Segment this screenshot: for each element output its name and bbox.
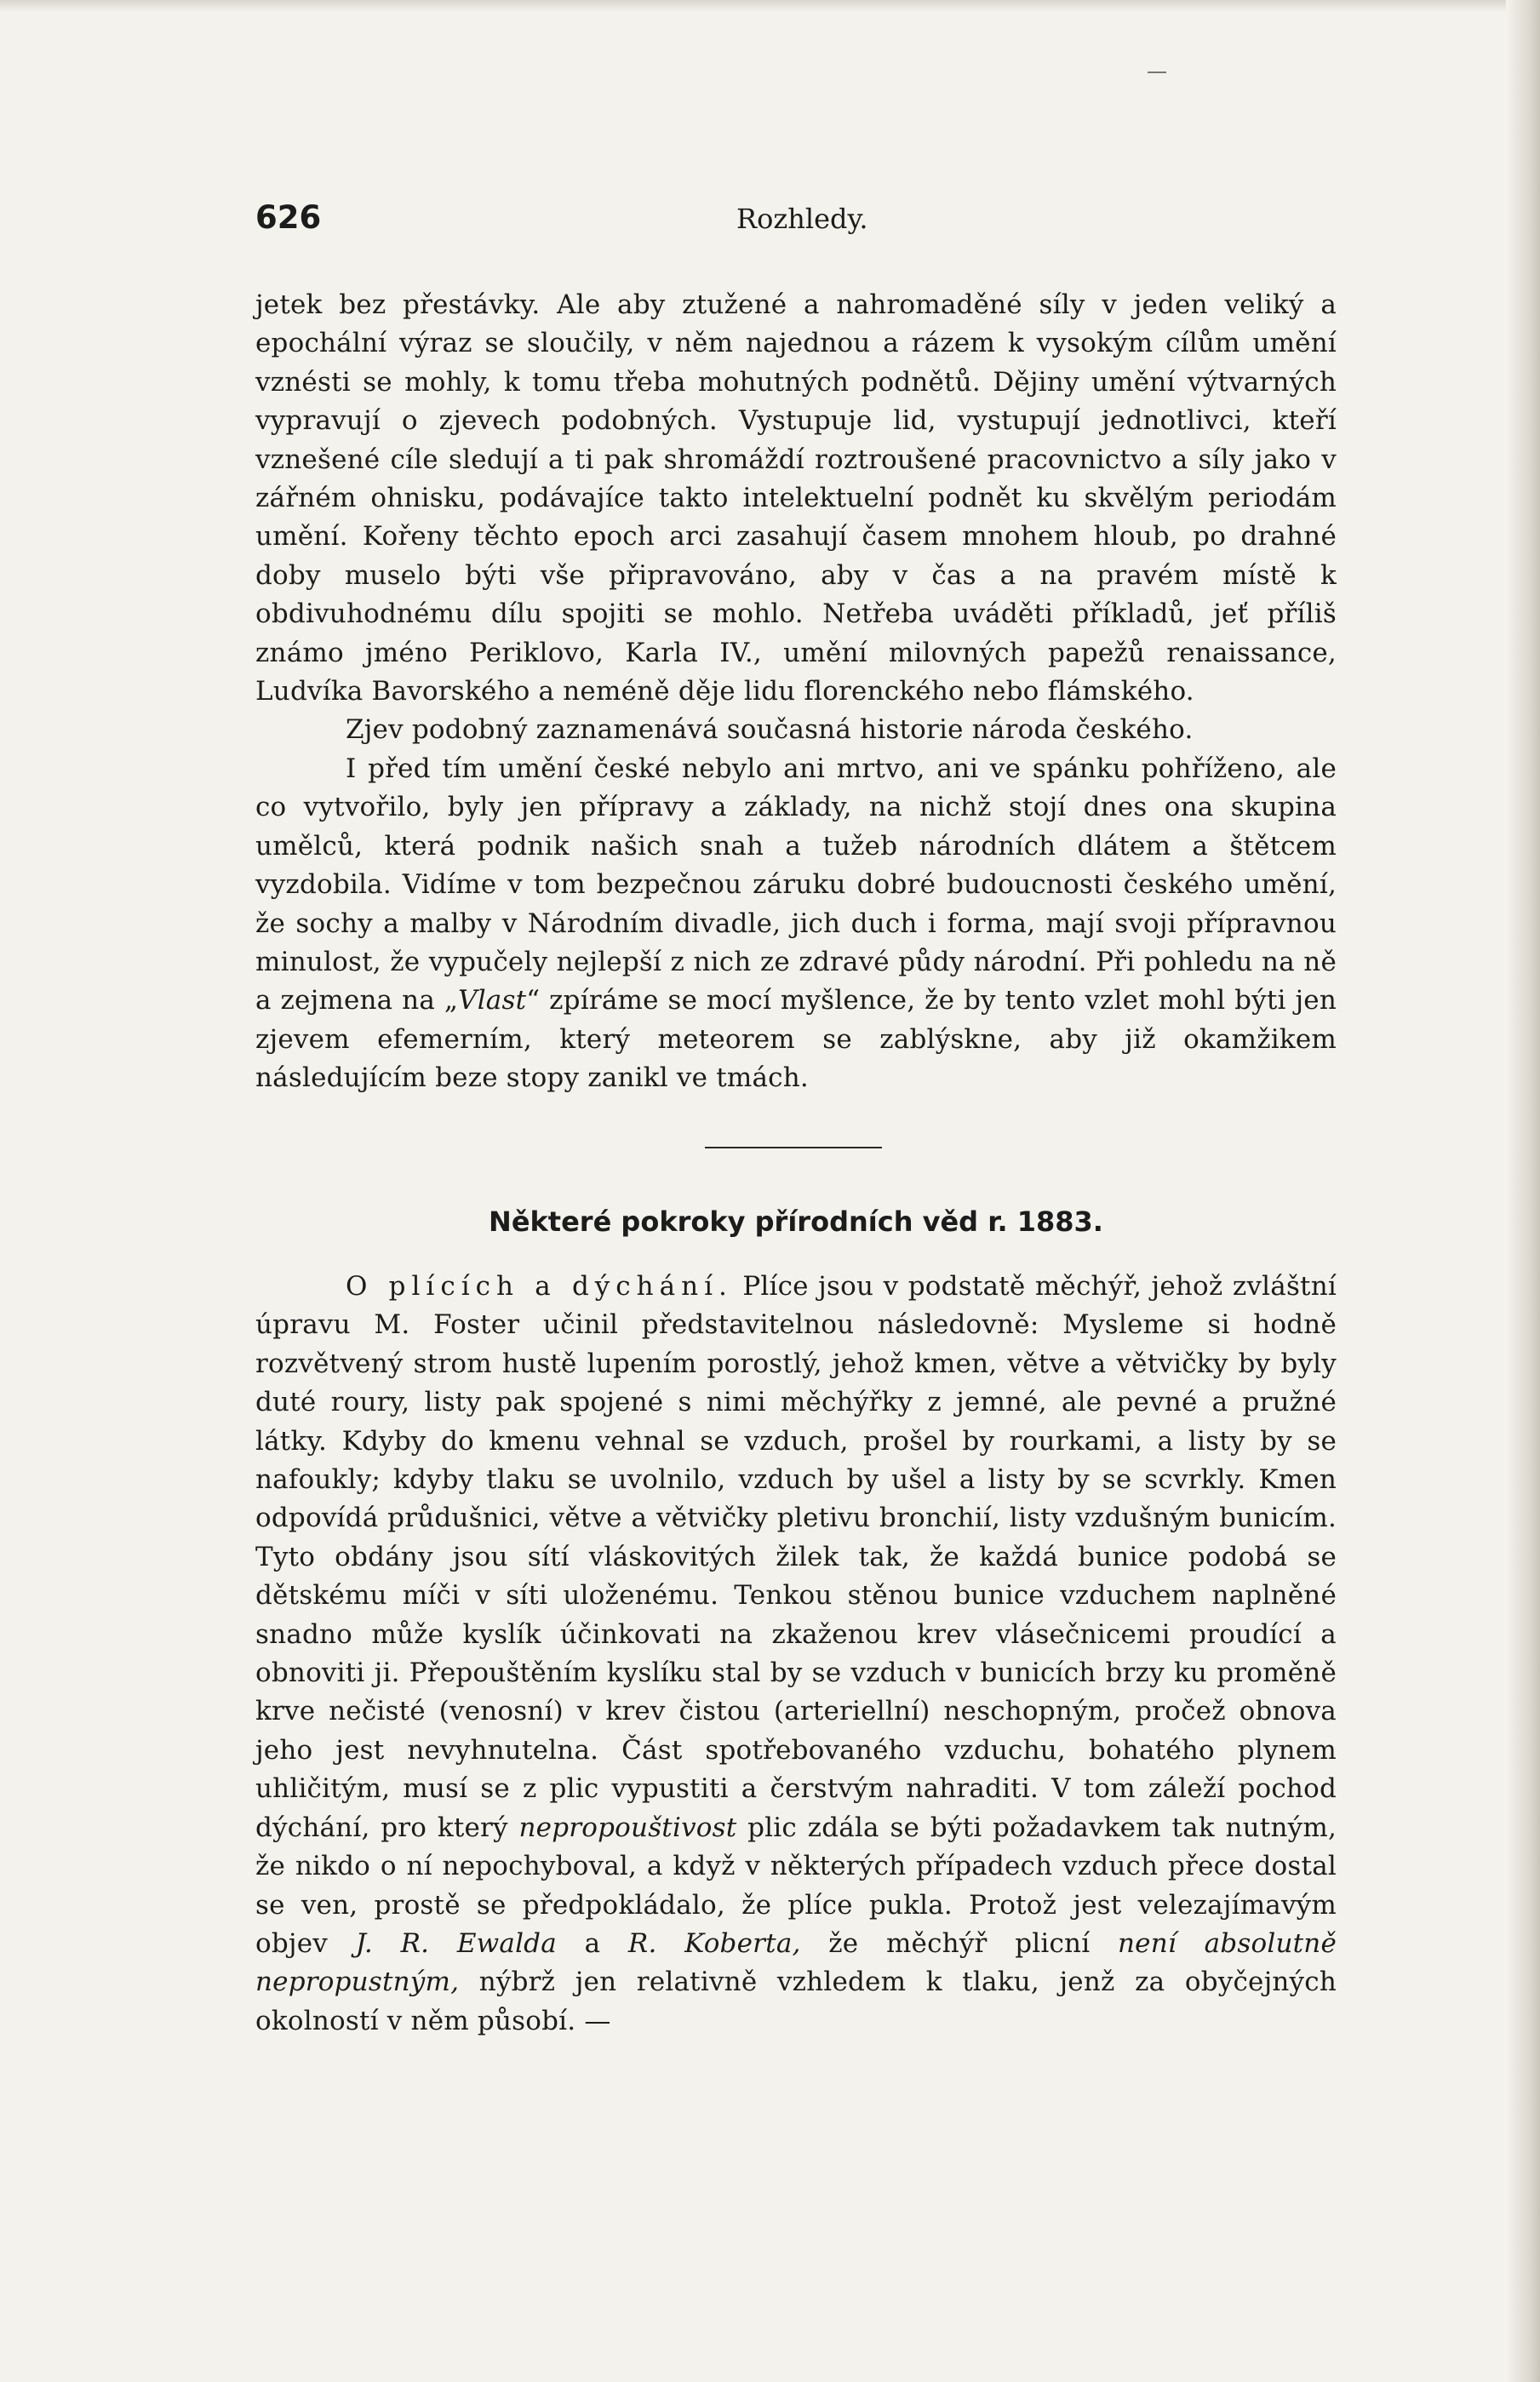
paragraph-text: Plíce jsou v podstatě měchýř, jehož zvláštní úpravu M. Foster učinil představitelnou následovně: Mysleme si hodně rozvětvený strom hustě lupením porostlý, jehož kmen, větve a větvičky by byly duté roury, listy pak spojené s nimi měchýřky z jemné, ale pevné a pružné látky. Kdyby do kmenu vehnal se vzduch, prošel by rourkami, a listy by se nafoukly; kdyby tlaku se uvolnilo, vzduch by ušel a listy by se scvrkly. Kmen odpovídá průdušnici, větve a větvičky pletivu bronchií, listy vzdušným bunicím. Tyto obdány jsou sítí vláskovitých žilek tak, že každá bunice podobá se dětskému míči v síti uloženému. Tenkou stěnou bunice vzduchem naplněné snadno může kyslík účinkovati na zkaženou krev vlásečnicemi proudící a obnoviti ji. Přepouštěním kyslíku stal by se vzduch v bunicích brzy ku proměně krve nečisté (venosní) v krev čistou (arteriellní) neschopným, pročež obnova jeho jest nevyhnutelna. Část spotřebovaného vzduchu, bohatého plynem uhličitým, musí se z plic vypustiti a čerstvým nahraditi. V tom záleží pochod dýchání, pro který — [255, 1271, 1337, 1843]
paragraph-text: zpíráme se mocí myšlence, že by tento vzlet mohl býti jen zjevem efemerním, který meteorem se zablýskne, aby již okamžikem následujícím beze stopy zanikl ve tmách. — [255, 985, 1337, 1094]
paragraph — [255, 1268, 1337, 2041]
emphasis: J. R. Ewalda — [355, 1927, 557, 1959]
paragraph-text: I před tím umění české nebylo ani mrtvo, ani ve spánku pohříženo, ale co vytvořilo, byly jen přípravy a základy, na nichž stojí dnes ona skupina umělců, která podnik našich snah a tužeb národních dlátem a štětcem vyzdobila. Vidíme v tom bezpečnou záruku dobré budoucnosti českého umění, že sochy a malby v Národním divadle, jich duch i forma, mají svoji přípravnou minulost, že vypučely nejlepší z nich ze zdravé půdy národní. Při pohledu na ně a zejmena na — [255, 753, 1337, 1016]
section-divider — [705, 1147, 882, 1148]
page-number: 626 — [255, 199, 322, 236]
paragraph-text: nýbrž jen relativně vzhledem k tlaku, jenž za obyčejných okolností v něm působí. — — [255, 1967, 1337, 2036]
paragraph: Zjev podobný zaznamenává současná historie národa českého. — [346, 714, 1194, 746]
paragraph-text: že měchýř plicní — [800, 1927, 1118, 1959]
scan-mark — [1148, 72, 1166, 73]
paragraph — [255, 750, 1337, 1098]
emphasis-vlast: Vlast — [458, 985, 527, 1016]
paragraph-text: a — [556, 1927, 628, 1959]
quote-open: „ — [444, 985, 459, 1016]
lead-in: O plících a dýchání. — [346, 1271, 733, 1302]
emphasis: není absolutně nepropustným, — [255, 1927, 1337, 1998]
section-body — [255, 1268, 1337, 2041]
article-body — [255, 286, 1337, 1098]
emphasis: nepropouštivost — [518, 1812, 737, 1843]
running-title: Rozhledy. — [736, 203, 868, 235]
section-heading: Některé pokroky přírodních věd r. 1883. — [489, 1205, 1103, 1238]
emphasis: R. Koberta, — [627, 1927, 801, 1959]
running-head — [255, 199, 868, 242]
paragraph-text: plic zdála se býti požadavkem tak nutným, že nikdo o ní nepochyboval, a když v některých případech vzduch přece dostal se ven, prostě se předpokládalo, že plíce pukla. Protož jest velezajímavým objev — [255, 1812, 1337, 1959]
scan-edge-right — [1506, 0, 1540, 2382]
scan-edge-top — [0, 0, 1540, 12]
paragraph: jetek bez přestávky. Ale aby ztužené a nahromaděné síly v jeden veliký a epochální výraz se sloučily, v něm najednou a rázem k vysokým cílům umění vznésti se mohly, k tomu třeba mohutných podnětů. Dějiny umění výtvarných vypravují o zjevech podobných. Vystupuje lid, vystupují jednotlivci, kteří vznešené cíle sledují a ti pak shromáždí roztroušené pracovnictvo a síly jako v zářném ohnisku, podávajíce takto intelektuelní podnět ku skvělým periodám umění. Kořeny těchto epoch arci zasahují časem mnohem hloub, po drahné doby muselo býti vše připravováno, aby v čas a na pravém místě k obdivuhodnému dílu spojiti se mohlo. Netřeba uváděti příkladů, jeť příliš známo jméno Periklovo, Karla IV., umění milovných papežů renaissance, Ludvíka Bavorského a neméně děje lidu florenckého nebo flámského. — [255, 289, 1337, 707]
quote-close: “ — [526, 985, 541, 1016]
